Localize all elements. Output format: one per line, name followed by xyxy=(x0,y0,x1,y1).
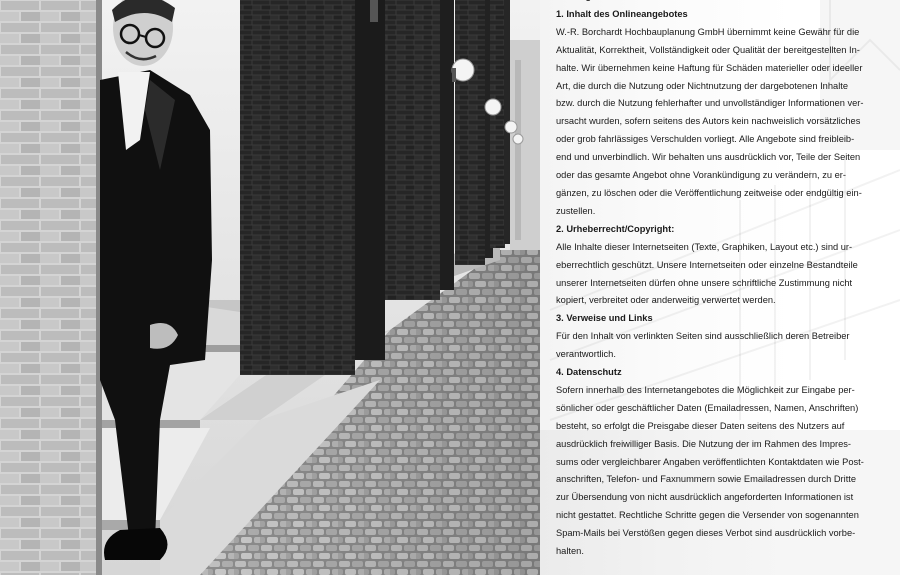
section-content xyxy=(556,6,892,221)
section-heading: 3. Verweise und Links xyxy=(556,313,653,324)
text-line: Spam-Mails bei Verstößen gegen dieses Verbot sind ausdrücklich vorbe- xyxy=(556,528,856,539)
text-line: Aktualität, Korrektheit, Vollständigkeit oder Qualität der bereitgestellten In- xyxy=(556,44,860,55)
section-heading: 1. Inhalt des Onlineangebotes xyxy=(556,8,688,19)
text-line: eberrechtlich geschützt. Unsere Internetseiten oder einzelne Bestandteile xyxy=(556,259,858,270)
disclaimer-text xyxy=(556,0,892,561)
section-privacy xyxy=(556,364,892,561)
text-line: anschriften, Telefon- und Faxnummern sowie Emailadressen durch Dritte xyxy=(556,474,857,485)
text-line: unserer Internetseiten dürfen ohne unsere schriftliche Zustimmung nicht xyxy=(556,277,853,288)
section-links xyxy=(556,310,892,364)
disclaimer-panel xyxy=(540,0,900,575)
text-line: Alle Inhalte dieser Internetseiten (Texte, Graphiken, Layout etc.) sind ur- xyxy=(556,241,853,252)
text-line: sums oder vergleichbarer Angaben veröffentlichten Kontaktdaten wie Post- xyxy=(556,456,864,467)
text-line: end und unverbindlich. Wir behalten uns ausdrücklich vor, Teile der Seiten xyxy=(556,152,861,163)
text-line: zur Übersendung von nicht ausdrücklich angeforderten Informationen ist xyxy=(556,492,854,503)
text-line: zustellen. xyxy=(556,205,596,216)
text-line: halte. Wir übernehmen keine Haftung für Schäden materieller oder ideeller xyxy=(556,62,863,73)
text-line: ursacht wurden, sofern seitens des Autors kein nachweislich vorsätzliches xyxy=(556,116,861,127)
text-line: oder grob fahrlässiges Verschulden vorliegt. Alle Angebote sind freibleib- xyxy=(556,134,855,145)
text-line: nicht gestattet. Rechtliche Schritte gegen die Versender von sogenannten xyxy=(556,510,859,521)
section-copyright xyxy=(556,221,892,311)
text-line: ausdrücklich freiwilliger Basis. Die Nutzung der im Rahmen des Impres- xyxy=(556,438,852,449)
text-line: bzw. durch die Nutzung fehlerhafter und unvollständiger Informationen ver- xyxy=(556,98,864,109)
text-line: kopiert, verbreitet oder anderweitig verwertet werden. xyxy=(556,295,776,306)
text-line: Art, die durch die Nutzung oder Nichtnutzung der dargebotenen Inhalte xyxy=(556,80,849,91)
text-line: Für den Inhalt von verlinkten Seiten sind ausschließlich deren Betreiber xyxy=(556,331,850,342)
section-heading: 4. Datenschutz xyxy=(556,367,622,378)
text-line: verantwortlich. xyxy=(556,349,616,360)
text-line: besteht, so erfolgt die Preisgabe dieser Daten seitens des Nutzers auf xyxy=(556,420,845,431)
text-line: W.-R. Borchardt Hochbauplanung GmbH übernimmt keine Gewähr für die xyxy=(556,26,860,37)
text-line: halten. xyxy=(556,546,584,557)
text-line: oder das gesamte Angebot ohne Vorankündigung zu verändern, zu er- xyxy=(556,170,846,181)
text-line: sönlicher oder geschäftlicher Daten (Emailadressen, Namen, Anschriften) xyxy=(556,402,859,413)
text-line: gänzen, zu löschen oder die Veröffentlichung zeitweise oder endgültig ein- xyxy=(556,187,862,198)
text-line: Sofern innerhalb des Internetangebotes die Möglichkeit zur Eingabe per- xyxy=(556,384,855,395)
section-heading: 2. Urheberrecht/Copyright: xyxy=(556,223,675,234)
